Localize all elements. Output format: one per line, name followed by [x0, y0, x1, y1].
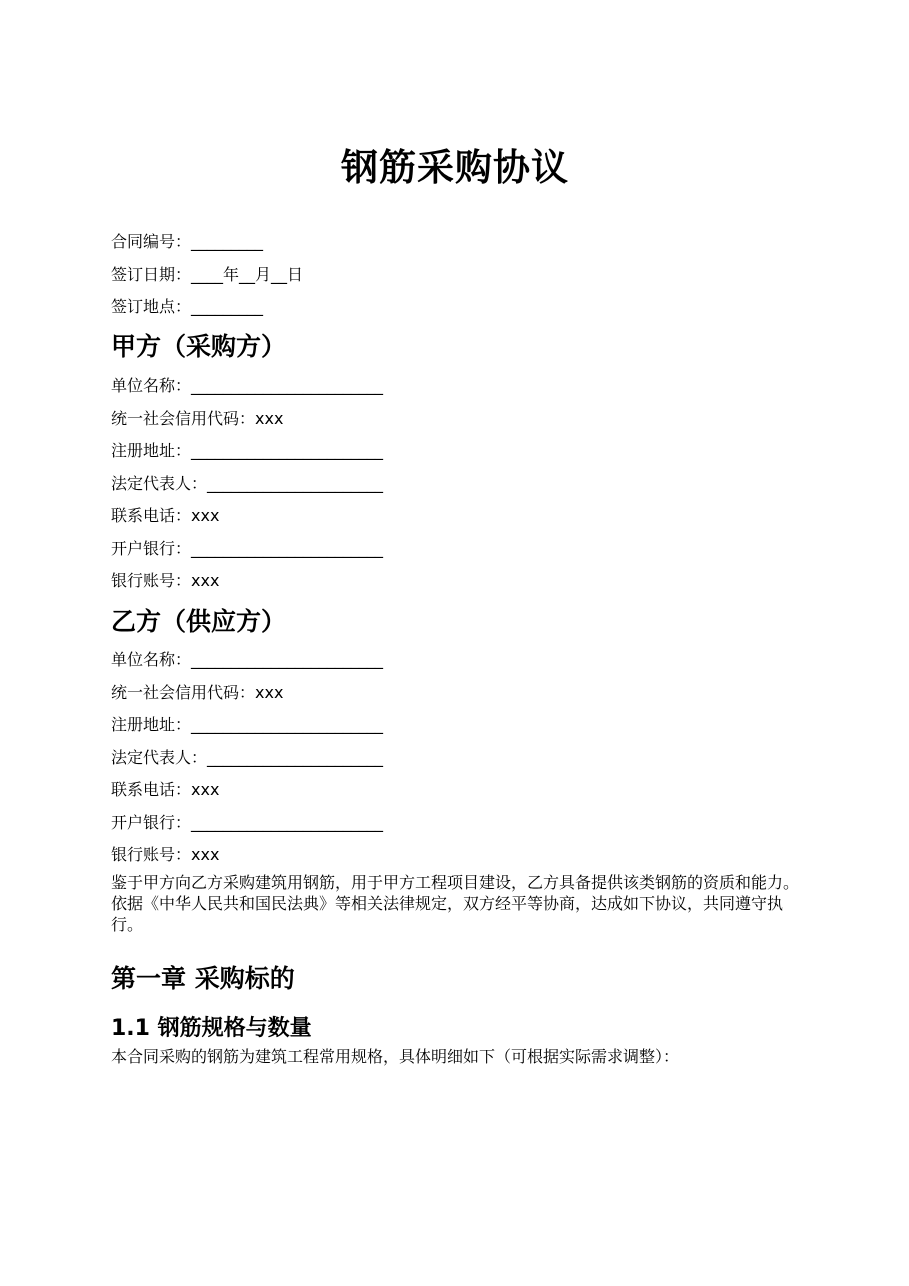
contract-meta: [111, 232, 799, 317]
field-label: 注册地址：: [111, 441, 192, 460]
party-a-fields: [111, 376, 799, 591]
field-label: 联系电话：: [111, 506, 192, 525]
field-value: ________________________: [191, 376, 384, 395]
meta-sign-place: [111, 297, 799, 317]
field-label: 统一社会信用代码：: [111, 408, 256, 428]
party-b-account: [111, 845, 799, 865]
meta-value: _________: [191, 232, 264, 251]
field-value: ________________________: [191, 538, 384, 558]
field-label: 单位名称：: [111, 376, 192, 395]
meta-sign-date: [111, 265, 799, 285]
field-label: 单位名称：: [111, 650, 192, 669]
field-label: 注册地址：: [111, 715, 192, 734]
chapter-1-heading: 第一章 采购标的: [111, 963, 295, 993]
party-b-heading: 乙方（供应方）: [111, 607, 287, 636]
field-label: 联系电话：: [111, 780, 192, 799]
meta-contract-number: [111, 232, 799, 252]
section-1-1-heading: 1.1 钢筋规格与数量: [111, 1015, 312, 1041]
party-a-company-name: [111, 376, 799, 396]
field-label: 法定代表人：: [111, 473, 208, 493]
field-label: 法定代表人：: [111, 747, 208, 767]
field-label: 开户银行：: [111, 538, 192, 558]
party-b-legal-rep: [111, 748, 799, 768]
document-title: 钢筋采购协议: [341, 146, 569, 189]
meta-label: 签订日期：: [111, 264, 192, 284]
party-a-address: [111, 441, 799, 461]
party-a-phone: [111, 506, 799, 526]
field-value: ________________________: [191, 650, 384, 669]
party-b-company-name: [111, 650, 799, 670]
field-value: ______________________: [207, 473, 384, 493]
party-b-bank: [111, 813, 799, 833]
field-value: xxx: [191, 571, 220, 590]
party-b-credit-code: [111, 683, 799, 703]
intro-paragraph: 鉴于甲方向乙方采购建筑用钢筋，用于甲方工程项目建设，乙方具备提供该类钢筋的资质和能力。依据《中华人民共和国民法典》等相关法律规定，双方经平等协商，达成如下协议，共同遵守执行。: [111, 872, 800, 934]
meta-value: ____年__月__日: [191, 264, 304, 284]
meta-label: 合同编号：: [111, 232, 192, 251]
field-value: xxx: [191, 780, 220, 799]
field-value: xxx: [255, 682, 284, 702]
field-label: 银行账号：: [111, 845, 192, 864]
meta-label: 签订地点：: [111, 297, 192, 316]
party-a-credit-code: [111, 409, 799, 429]
party-b-fields: [111, 650, 799, 865]
field-label: 统一社会信用代码：: [111, 682, 256, 702]
field-value: ______________________: [207, 747, 384, 767]
field-value: ________________________: [191, 812, 384, 832]
meta-value: _________: [191, 297, 264, 316]
field-value: xxx: [191, 845, 220, 864]
party-b-address: [111, 715, 799, 735]
field-value: xxx: [255, 408, 284, 428]
field-label: 开户银行：: [111, 812, 192, 832]
party-a-heading: 甲方（采购方）: [111, 332, 287, 361]
party-a-bank: [111, 539, 799, 559]
party-a-account: [111, 571, 799, 591]
field-value: ________________________: [191, 715, 384, 734]
section-1-1-paragraph: 本合同采购的钢筋为建筑工程常用规格，具体明细如下（可根据实际需求调整）：: [111, 1046, 680, 1066]
field-label: 银行账号：: [111, 571, 192, 590]
field-value: xxx: [191, 506, 220, 525]
party-b-phone: [111, 780, 799, 800]
party-a-legal-rep: [111, 474, 799, 494]
field-value: ________________________: [191, 441, 384, 460]
